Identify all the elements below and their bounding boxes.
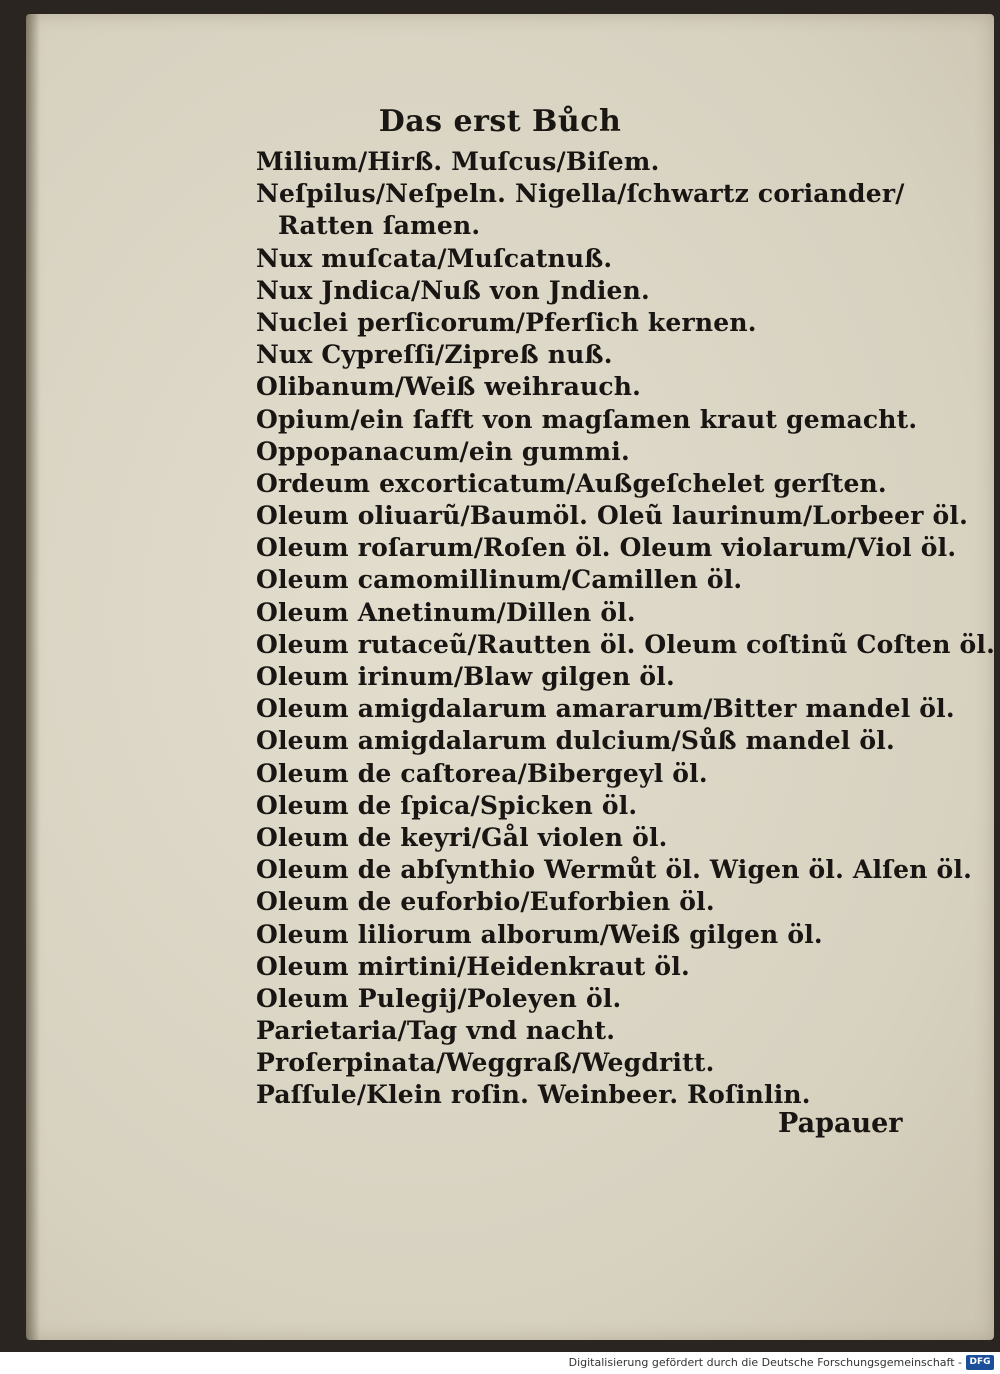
text-line: Nux Cypreſſi/Zipreß nuß.	[256, 340, 613, 370]
text-line: Opium/ein ſafft von magſamen kraut gemacht.	[256, 404, 918, 434]
text-line: Oleum liliorum alborum/Weiß gilgen öl.	[256, 919, 823, 949]
dfg-logo: DFG	[966, 1355, 994, 1370]
text-line: Ordeum excorticatum/Außgeſchelet gerſten.	[256, 468, 887, 498]
text-line: Oleum mirtini/Heidenkraut öl.	[256, 951, 690, 981]
text-line: Oleum de abſynthio Wermůt öl. Wigen öl. Alſen öl.	[256, 855, 973, 885]
text-line: Oleum Pulegij/Poleyen öl.	[256, 983, 622, 1013]
text-line: Oleum de keyri/Gål violen öl.	[256, 822, 668, 852]
gutter-shadow	[26, 14, 40, 1340]
text-line: Oleum amigdalarum dulcium/Sůß mandel öl.	[256, 726, 895, 756]
text-line: Nux Jndica/Nuß von Jndien.	[256, 275, 650, 305]
text-line: Olibanum/Weiß weihrauch.	[256, 372, 642, 402]
text-line: Oleum de caſtorea/Bibergeyl öl.	[256, 758, 708, 788]
text-line: Ratten ſamen.	[278, 211, 481, 241]
text-line: Nux muſcata/Muſcatnuß.	[256, 243, 613, 273]
text-line: Oleum de ſpica/Spicken öl.	[256, 790, 638, 820]
text-line: Nuclei perſicorum/Pferſich kernen.	[256, 307, 757, 337]
funding-credit: Digitalisierung gefördert durch die Deutsche Forschungsgemeinschaft -	[568, 1356, 962, 1369]
text-line: Oleum rutaceũ/Rautten öl. Oleum coſtinũ Coſten öl.	[256, 629, 996, 659]
text-line: Neſpilus/Neſpeln. Nigella/ſchwartz coriander/	[256, 179, 905, 209]
catchword: Papauer	[778, 1108, 903, 1139]
text-line: Oleum camomillinum/Camillen öl.	[256, 565, 743, 595]
text-line: Milium/Hirß. Muſcus/Biſem.	[256, 147, 660, 176]
text-line: Oleum de euforbio/Euforbien öl.	[256, 887, 715, 917]
footer-bar	[0, 1352, 1000, 1374]
text-line: Oleum Anetinum/Dillen öl.	[256, 597, 636, 627]
text-line: Oleum roſarum/Roſen öl. Oleum violarum/Viol öl.	[256, 533, 957, 563]
text-line: Oleum irinum/Blaw gilgen öl.	[256, 662, 675, 691]
text-line: Paſſule/Klein roſin. Weinbeer. Roſinlin.	[256, 1080, 811, 1110]
text-block	[256, 146, 996, 1112]
text-line: Proſerpinata/Weggraß/Wegdritt.	[256, 1048, 715, 1078]
text-line: Parietaria/Tag vnd nacht.	[256, 1016, 616, 1046]
running-head: Das erst Bůch	[378, 104, 622, 139]
text-line: Oleum amigdalarum amararum/Bitter mandel öl.	[256, 694, 955, 724]
text-line: Oppopanacum/ein gummi.	[256, 436, 630, 466]
text-line: Oleum oliuarũ/Baumöl. Oleũ laurinum/Lorbeer öl.	[256, 501, 968, 531]
